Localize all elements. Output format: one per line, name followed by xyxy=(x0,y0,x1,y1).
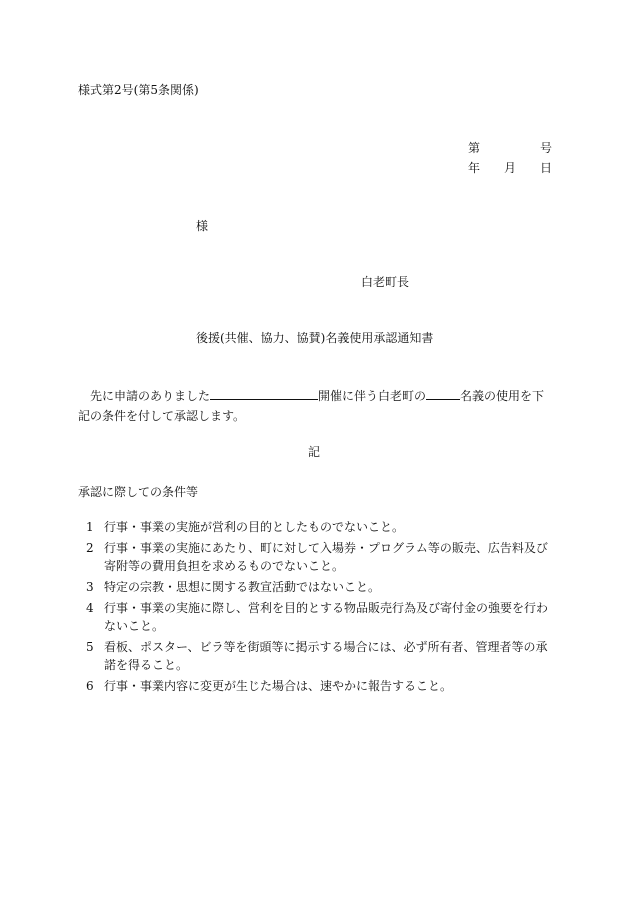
body-text-part3: 名義の使用を下記の条件を付して承認します。 xyxy=(78,389,545,423)
issuer-title: 白老町長 xyxy=(361,275,410,289)
condition-text: 行事・事業の実施が営利の目的としたものでないこと。 xyxy=(104,520,405,534)
body-paragraph xyxy=(78,386,552,426)
condition-number: 3 xyxy=(86,580,94,594)
condition-text: 行事・事業の実施に際し、営利を目的とする物品販売行為及び寄付金の強要を行わないこと。 xyxy=(104,601,549,633)
conditions-heading: 承認に際しての条件等 xyxy=(78,485,199,499)
condition-text: 行事・事業内容に変更が生じた場合は、速やかに報告すること。 xyxy=(104,679,453,693)
condition-number: 2 xyxy=(86,541,94,555)
ki-heading: 記 xyxy=(308,445,321,459)
condition-number: 6 xyxy=(86,679,94,693)
date-month: 月 xyxy=(504,161,517,175)
body-text-part1: 先に申請のありました xyxy=(90,389,211,403)
date-year: 年 xyxy=(468,161,481,175)
condition-number: 5 xyxy=(86,640,94,654)
conditions-list xyxy=(86,518,556,698)
condition-item xyxy=(86,539,556,575)
condition-number: 1 xyxy=(86,520,94,534)
condition-item xyxy=(86,578,556,596)
date-day: 日 xyxy=(540,161,553,175)
condition-text: 看板、ポスター、ビラ等を街頭等に掲示する場合には、必ず所有者、管理者等の承諾を得ること。 xyxy=(104,640,548,672)
recipient-honorific: 様 xyxy=(196,219,209,233)
body-text-part2: 開催に伴う白老町の xyxy=(318,389,427,403)
form-reference: 様式第2号(第5条関係) xyxy=(78,83,199,97)
condition-text: 特定の宗教・思想に関する教宣活動ではないこと。 xyxy=(104,580,381,594)
condition-item xyxy=(86,677,556,695)
condition-item xyxy=(86,599,556,635)
document-number-suffix: 号 xyxy=(540,141,553,155)
document-title: 後援(共催、協力、協賛)名義使用承認通知書 xyxy=(196,331,434,345)
event-name-blank xyxy=(210,387,318,400)
condition-text: 行事・事業の実施にあたり、町に対して入場券・プログラム等の販売、広告料及び寄附等の費用負担を求めるものでないこと。 xyxy=(104,541,548,573)
sponsorship-type-blank xyxy=(426,387,460,400)
condition-item xyxy=(86,518,556,536)
condition-item xyxy=(86,638,556,674)
condition-number: 4 xyxy=(86,601,94,615)
document-number-prefix: 第 xyxy=(468,141,481,155)
